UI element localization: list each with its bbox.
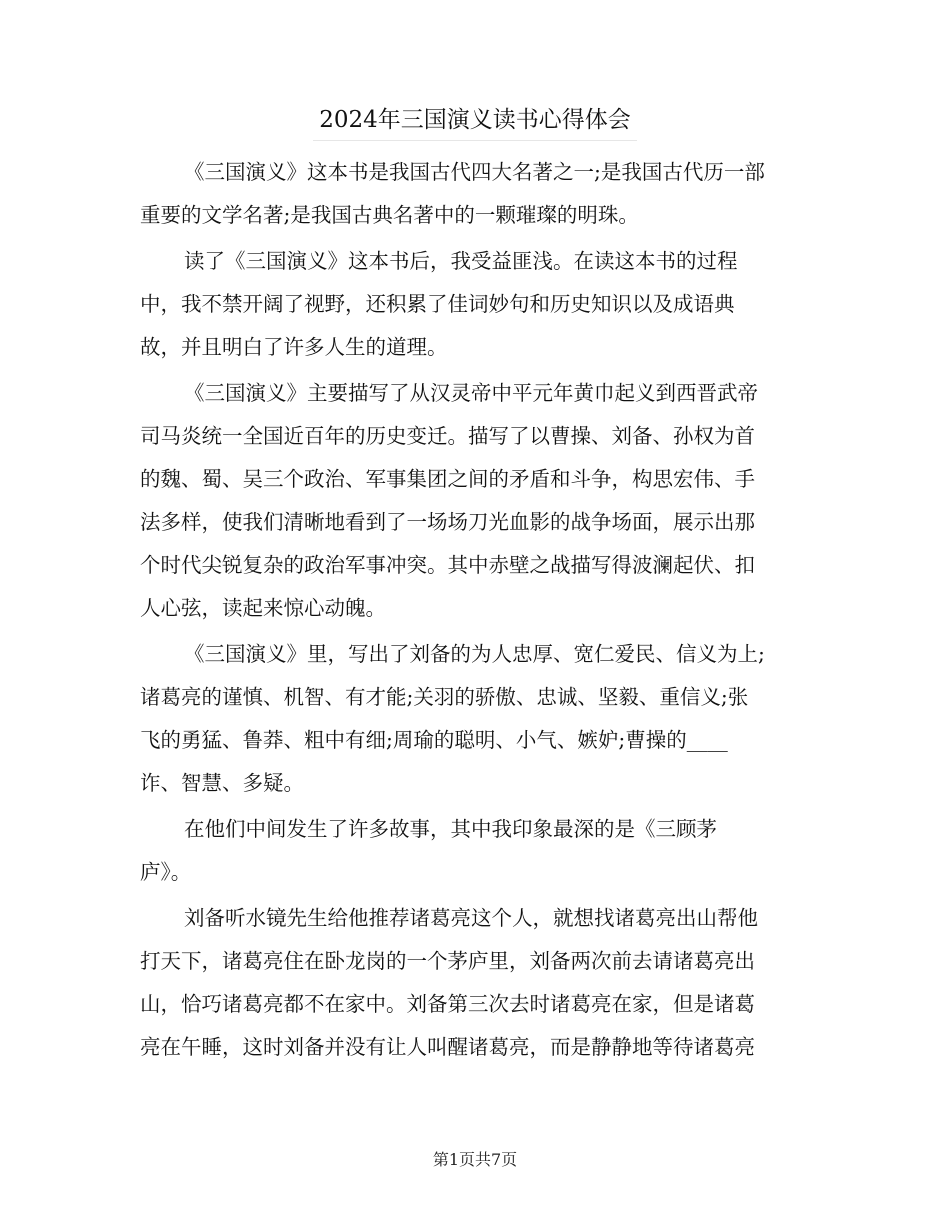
- paragraph: [140, 897, 810, 1069]
- paragraph: [140, 633, 810, 805]
- text-line: 在他们中间发生了许多故事，其中我印象最深的是《三顾茅: [184, 817, 717, 841]
- text-line: 山，恰巧诸葛亮都不在家中。刘备第三次去时诸葛亮在家，但是诸葛: [140, 992, 755, 1016]
- paragraph: [140, 240, 810, 369]
- text-line: 个时代尖锐复杂的政治军事冲突。其中赤壁之战描写得波澜起伏、扣: [140, 553, 755, 577]
- text-line: 《三国演义》主要描写了从汉灵帝中平元年黄巾起义到西晋武帝: [184, 381, 758, 405]
- text-line: 《三国演义》里，写出了刘备的为人忠厚、宽仁爱民、信义为上;: [184, 642, 765, 666]
- document-body: [140, 151, 810, 1069]
- text-line: 打天下，诸葛亮住在卧龙岗的一个茅庐里，刘备两次前去请诸葛亮出: [140, 949, 755, 973]
- text-line: 故，并且明白了许多人生的道理。: [140, 335, 448, 359]
- paragraph: [140, 151, 810, 237]
- text-line: 庐》。: [140, 860, 192, 884]
- text-line: 读了《三国演义》这本书后，我受益匪浅。在读这本书的过程: [184, 249, 738, 273]
- document-title: 2024年三国演义读书心得体会: [313, 100, 637, 141]
- text-line: 司马炎统一全国近百年的历史变迁。描写了以曹操、刘备、孙权为首: [140, 424, 755, 448]
- paragraph: [140, 808, 810, 894]
- text-line: 诈、智慧、多疑。: [140, 771, 304, 795]
- text-line: 的魏、蜀、吴三个政治、军事集团之间的矛盾和斗争，构思宏伟、手: [140, 467, 755, 491]
- page-footer: 第1页共7页: [432, 1150, 518, 1169]
- text-line: 《三国演义》这本书是我国古代四大名著之一;是我国古代历一部: [184, 160, 765, 184]
- paragraph: [140, 372, 810, 630]
- text-line: 亮在午睡，这时刘备并没有让人叫醒诸葛亮，而是静静地等待诸葛亮: [140, 1035, 755, 1059]
- text-line: 人心弦，读起来惊心动魄。: [140, 596, 386, 620]
- text-line: 重要的文学名著;是我国古典名著中的一颗璀璨的明珠。: [140, 203, 639, 227]
- text-line: 刘备听水镜先生给他推荐诸葛亮这个人，就想找诸葛亮出山帮他: [184, 906, 758, 930]
- text-line: 法多样，使我们清晰地看到了一场场刀光血影的战争场面，展示出那: [140, 510, 755, 534]
- text-line: 飞的勇猛、鲁莽、粗中有细;周瑜的聪明、小气、嫉妒;曹操的____: [140, 728, 728, 752]
- text-line: 中，我不禁开阔了视野，还积累了佳词妙句和历史知识以及成语典: [140, 292, 735, 316]
- title-container: [0, 100, 950, 141]
- text-line: 诸葛亮的谨慎、机智、有才能;关羽的骄傲、忠诚、坚毅、重信义;张: [140, 685, 749, 709]
